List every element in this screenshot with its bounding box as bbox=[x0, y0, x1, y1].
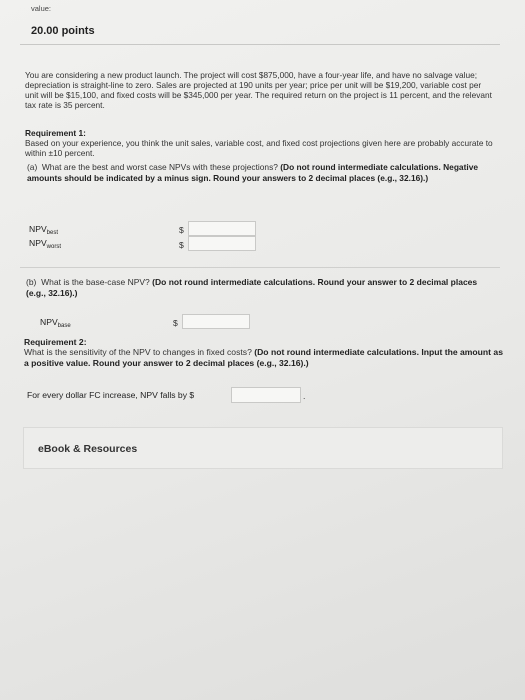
requirement-2-question-text: What is the sensitivity of the NPV to changes in fixed costs? bbox=[24, 347, 252, 357]
npv-base-label: $NPV_{base}$ bbox=[40, 317, 71, 329]
npv-worst-currency: $ bbox=[179, 240, 184, 250]
part-a-prefix: (a) bbox=[27, 162, 38, 172]
requirement-2-question bbox=[24, 347, 504, 369]
ebook-resources-label: eBook & Resources bbox=[38, 443, 138, 455]
npv-worst-label: $NPV_{worst}$ bbox=[29, 238, 62, 250]
problem-statement: You are considering a new product launch. The project will cost $875,000, have a four-year life, and have no salvage value; depreciation is straight-line to zero. Sales are projected at 190 units per year; price per unit will be $19,200, variable cost per unit will be $15,100, and fixed costs will be $345,000 per year. The required return on the project is 11 percent, and the relevant tax rate is 35 percent. bbox=[25, 70, 492, 110]
value-label: value: bbox=[31, 4, 52, 13]
ebook-resources-button[interactable] bbox=[23, 427, 503, 469]
requirement-1-title: Requirement 1: bbox=[25, 128, 86, 138]
npv-best-input[interactable] bbox=[188, 221, 256, 236]
part-a-instruction: (Do not round intermediate calculations. Negative amounts should be indicated by a minus sign. Round your answers to 2 decimal places (e.g., 32.16).) bbox=[27, 162, 479, 183]
points-label: 20.00 points bbox=[31, 25, 95, 37]
divider bbox=[20, 267, 500, 268]
requirement-1-text: Based on your experience, you think the unit sales, variable cost, and fixed cost projections given here are probably accurate to within ±10 percent. bbox=[25, 138, 493, 158]
part-b-instruction: (Do not round intermediate calculations. Round your answer to 2 decimal places (e.g., 32.16).) bbox=[26, 277, 478, 298]
requirement-2-instruction: (Do not round intermediate calculations. Input the amount as a positive value. Round your answer to 2 decimal places (e.g., 32.16).) bbox=[24, 347, 503, 368]
part-b-prefix: (b) bbox=[26, 277, 37, 287]
divider bbox=[20, 44, 500, 45]
requirement-2-title: Requirement 2: bbox=[24, 337, 87, 347]
fc-sensitivity-suffix: . bbox=[303, 391, 306, 401]
npv-worst-input[interactable] bbox=[188, 236, 256, 251]
npv-best-label: $NPV_{best}$ bbox=[29, 224, 59, 236]
part-b-question-text: What is the base-case NPV? bbox=[41, 277, 150, 287]
npv-best-currency: $ bbox=[179, 225, 184, 235]
part-a-question-text: What are the best and worst case NPVs with these projections? bbox=[41, 162, 278, 172]
fc-sensitivity-label: For every dollar FC increase, NPV falls by $ bbox=[27, 390, 195, 400]
part-b-question bbox=[26, 277, 496, 298]
fc-sensitivity-input[interactable] bbox=[231, 387, 301, 403]
npv-base-currency: $ bbox=[173, 318, 178, 328]
part-a-question bbox=[27, 162, 492, 183]
npv-base-input[interactable] bbox=[182, 314, 250, 329]
